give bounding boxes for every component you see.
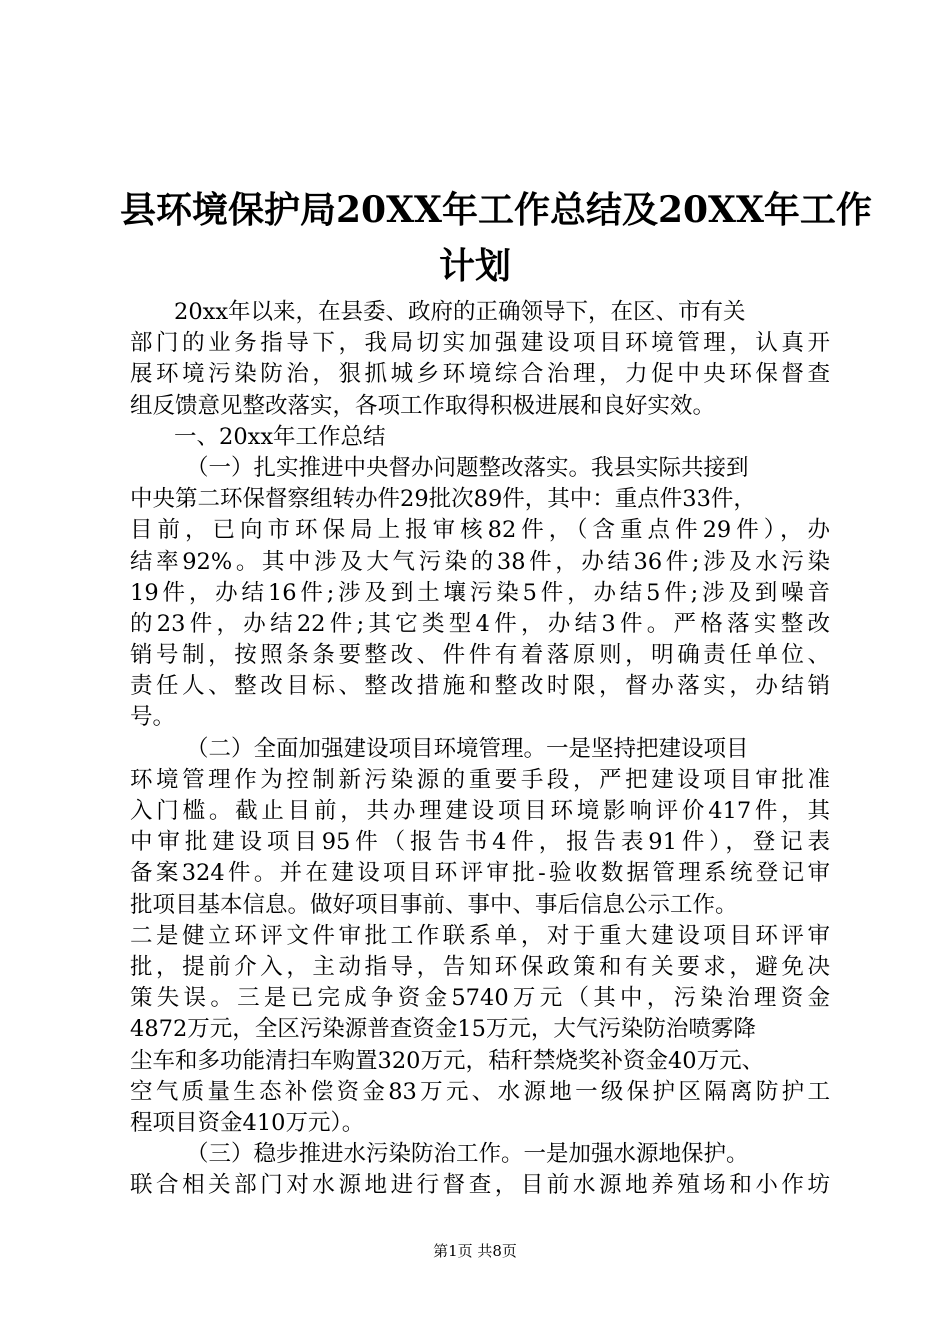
paragraph-line: 中审批建设项目95件（报告书4件，报告表91件），登记表 [130, 829, 830, 856]
paragraph-line: （一）扎实推进中央督办问题整改落实。我县实际共接到 [186, 454, 749, 481]
paragraph-line: 批，提前介入，主动指导，告知环保政策和有关要求，避免决 [130, 953, 830, 980]
paragraph-line: 空气质量生态补偿资金83万元、水源地一级保护区隔离防护工 [130, 1078, 830, 1105]
document-body [130, 297, 830, 1201]
paragraph-line: 组反馈意见整改落实，各项工作取得积极进展和良好实效。 [130, 392, 716, 419]
paragraph-line: 责任人、整改目标、整改措施和整改时限，督办落实，办结销 [130, 673, 830, 700]
page-footer: 第1页 共8页 [433, 1242, 517, 1260]
paragraph-line: 中央第二环保督察组转办件29批次89件，其中：重点件33件， [130, 486, 756, 513]
paragraph-line: 联合相关部门对水源地进行督查，目前水源地养殖场和小作坊 [130, 1172, 830, 1199]
paragraph-line: 4872万元，全区污染源普查资金15万元，大气污染防治喷雾降 [130, 1016, 756, 1043]
paragraph-line: 备案324件。并在建设项目环评审批-验收数据管理系统登记审 [130, 860, 830, 887]
paragraph-line: 展环境污染防治，狠抓城乡环境综合治理，力促中央环保督查 [130, 361, 830, 388]
paragraph-line: 的23件，办结22件;其它类型4件，办结3件。严格落实整改 [130, 610, 830, 637]
paragraph-line: 入门槛。截止目前，共办理建设项目环境影响评价417件，其 [130, 798, 830, 824]
paragraph-line: 二是健立环评文件审批工作联系单，对于重大建设项目环评审 [130, 922, 830, 949]
paragraph-line: 批项目基本信息。做好项目事前、事中、事后信息公示工作。 [130, 891, 738, 918]
paragraph-line: 程项目资金410万元）。 [130, 1109, 365, 1136]
paragraph-line: 部门的业务指导下，我局切实加强建设项目环境管理，认真开 [130, 330, 830, 357]
section-heading: 一、20xx年工作总结 [174, 423, 386, 450]
paragraph-line: 销号制，按照条条要整改、件件有着落原则，明确责任单位、 [130, 642, 830, 669]
paragraph-line: 20xx年以来，在县委、政府的正确领导下，在区、市有关 [174, 299, 746, 325]
paragraph-line: 环境管理作为控制新污染源的重要手段，严把建设项目审批准 [130, 766, 830, 793]
paragraph-line: 结率92%。其中涉及大气污染的38件，办结36件;涉及水污染 [130, 548, 830, 575]
paragraph-line: （三）稳步推进水污染防治工作。一是加强水源地保护。 [186, 1141, 749, 1168]
paragraph-line: （二）全面加强建设项目环境管理。一是坚持把建设项目 [186, 735, 749, 762]
document-title-line-1: 县环境保护局20XX年工作总结及20XX年工作 [120, 189, 872, 231]
paragraph-line: 19件，办结16件;涉及到土壤污染5件，办结5件;涉及到噪音 [130, 579, 830, 606]
paragraph-line: 号。 [130, 704, 176, 731]
paragraph-line: 目前，已向市环保局上报审核82件，（含重点件29件），办 [130, 517, 830, 544]
paragraph-line: 策失误。三是已完成争资金5740万元（其中，污染治理资金 [130, 985, 830, 1012]
paragraph-line: 尘车和多功能清扫车购置320万元，秸秆禁烧奖补资金40万元、 [130, 1047, 765, 1074]
document-title-line-2: 计划 [438, 245, 511, 287]
